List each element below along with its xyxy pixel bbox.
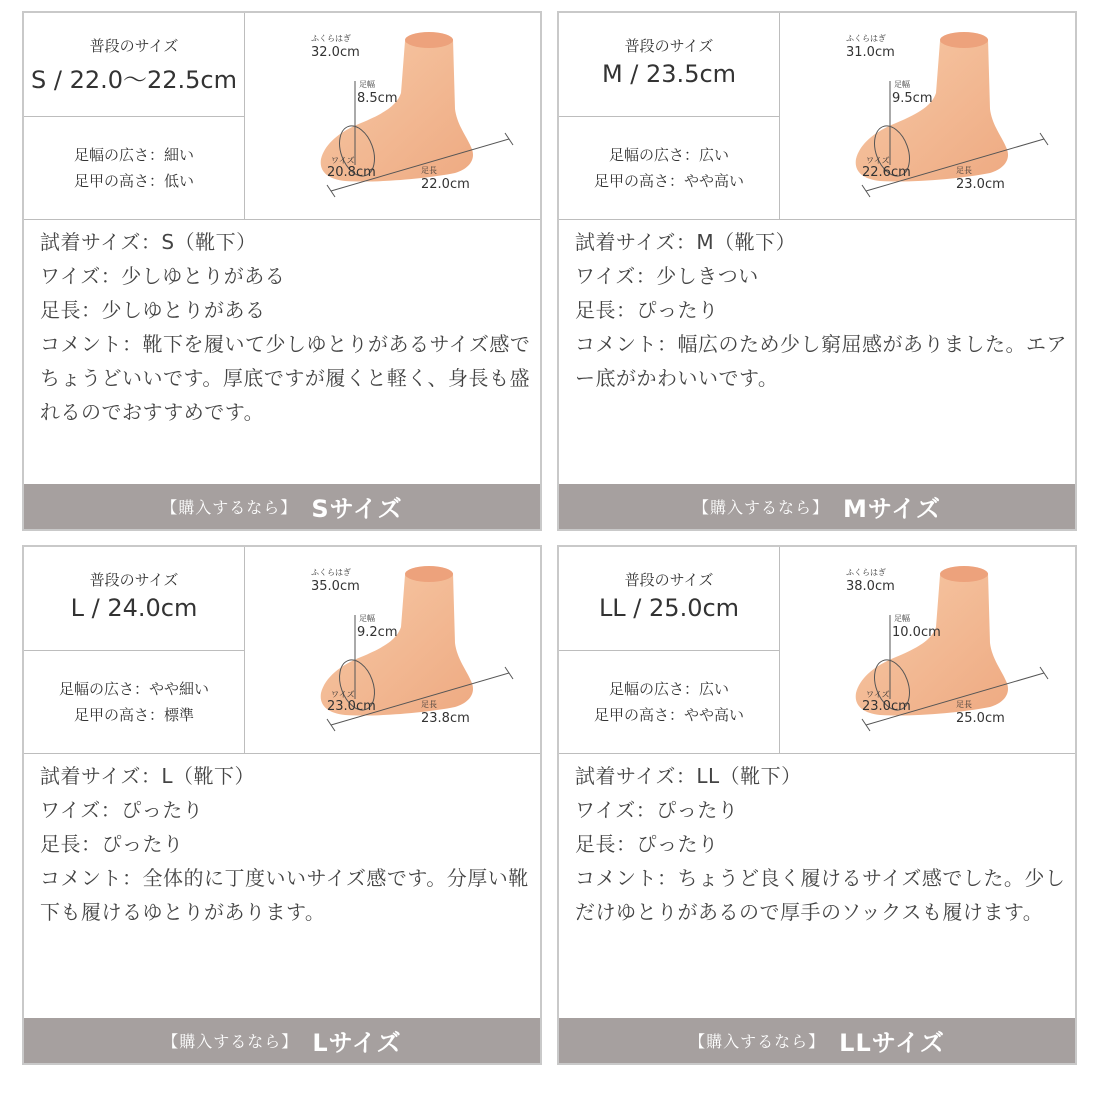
usual-size-cell [559, 547, 780, 651]
calf-label: ふくらはぎ [846, 34, 886, 43]
length-fit-line: 足長：少しゆとりがある [40, 298, 266, 322]
fitting-review [575, 759, 1067, 929]
recommended-size: LLサイズ [839, 1029, 945, 1057]
recommended-size-prefix: 【購入するなら】 [161, 498, 298, 517]
foot-length-value: 22.0cm [421, 177, 470, 192]
calf-label: ふくらはぎ [311, 34, 351, 43]
ball-width-label: 足幅 [894, 80, 910, 89]
fitting-review [575, 225, 1067, 395]
usual-size-value: M / 23.5cm [601, 60, 737, 88]
foot-illustration [245, 13, 540, 219]
wise-label: ワイズ [331, 156, 355, 165]
size-review-card [22, 11, 542, 531]
ball-width-value: 8.5cm [357, 91, 398, 106]
review-comment: コメント：靴下を履いて少しゆとりがあるサイズ感でちょうどいいです。厚底ですが履くと軽く、身長も盛れるのでおすすめです。 [40, 332, 531, 424]
usual-size-cell [24, 547, 245, 651]
review-comment: コメント：全体的に丁度いいサイズ感です。分厚い靴下も履けるゆとりがあります。 [40, 866, 529, 924]
ankle-top [405, 32, 453, 48]
foot-width-line: 足幅の広さ：広い [608, 146, 729, 164]
trial-size-line: 試着サイズ：M（靴下） [575, 230, 797, 254]
foot-length-label: 足長 [421, 700, 437, 709]
foot-attributes-cell [559, 651, 780, 753]
wise-fit-line: ワイズ：ぴったり [575, 798, 739, 822]
wise-value: 23.0cm [862, 699, 911, 714]
ankle-top [940, 566, 988, 582]
trial-size-line: 試着サイズ：LL（靴下） [575, 764, 802, 788]
ankle-top [940, 32, 988, 48]
section-divider [559, 753, 1075, 754]
foot-measurement-diagram [245, 13, 540, 219]
foot-measurement-diagram [780, 547, 1075, 753]
recommended-size-prefix: 【購入するなら】 [693, 498, 830, 517]
usual-size-label: 普段のサイズ [624, 37, 714, 55]
wise-label: ワイズ [866, 156, 890, 165]
size-review-card [22, 545, 542, 1065]
review-comment: コメント：幅広のため少し窮屈感がありました。エアー底がかわいいです。 [575, 332, 1067, 390]
foot-length-value: 23.8cm [421, 711, 470, 726]
calf-value: 32.0cm [311, 45, 360, 60]
fitting-review [40, 759, 532, 929]
calf-value: 35.0cm [311, 579, 360, 594]
wise-value: 20.8cm [327, 165, 376, 180]
size-review-card [557, 545, 1077, 1065]
recommended-size-bar [559, 484, 1075, 529]
wise-fit-line: ワイズ：少しゆとりがある [40, 264, 286, 288]
usual-size-cell [24, 13, 245, 117]
calf-label: ふくらはぎ [311, 568, 351, 577]
foot-width-line: 足幅の広さ：細い [73, 146, 194, 164]
trial-size-line: 試着サイズ：S（靴下） [40, 230, 257, 254]
recommended-size: Lサイズ [312, 1029, 402, 1057]
section-divider [559, 219, 1075, 220]
recommended-size-prefix: 【購入するなら】 [162, 1032, 299, 1051]
wise-label: ワイズ [866, 690, 890, 699]
recommended-size: Sサイズ [311, 495, 403, 523]
trial-size-line: 試着サイズ：L（靴下） [40, 764, 256, 788]
foot-length-value: 25.0cm [956, 711, 1005, 726]
length-fit-line: 足長：ぴったり [40, 832, 184, 856]
ankle-top [405, 566, 453, 582]
ball-width-value: 9.5cm [892, 91, 933, 106]
usual-size-label: 普段のサイズ [624, 571, 714, 589]
recommended-size-bar [559, 1018, 1075, 1063]
fitting-review [40, 225, 532, 429]
calf-value: 31.0cm [846, 45, 895, 60]
usual-size-value: S / 22.0〜22.5cm [30, 66, 238, 94]
recommended-size-prefix: 【購入するなら】 [689, 1032, 826, 1051]
foot-length-value: 23.0cm [956, 177, 1005, 192]
foot-illustration [245, 547, 540, 753]
foot-width-line: 足幅の広さ：広い [608, 680, 729, 698]
wise-fit-line: ワイズ：ぴったり [40, 798, 204, 822]
section-divider [24, 219, 540, 220]
foot-attributes-cell [559, 117, 780, 219]
length-fit-line: 足長：ぴったり [575, 298, 719, 322]
foot-illustration [780, 547, 1075, 753]
length-fit-line: 足長：ぴったり [575, 832, 719, 856]
foot-measurement-diagram [780, 13, 1075, 219]
wise-label: ワイズ [331, 690, 355, 699]
foot-attributes-cell [24, 117, 245, 219]
usual-size-value: LL / 25.0cm [598, 594, 740, 622]
usual-size-label: 普段のサイズ [89, 37, 179, 55]
instep-height-line: 足甲の高さ：やや高い [593, 172, 744, 190]
recommended-size-bar [24, 1018, 540, 1063]
recommended-size: Mサイズ [843, 495, 941, 523]
usual-size-value: L / 24.0cm [70, 594, 198, 622]
foot-illustration [780, 13, 1075, 219]
foot-length-label: 足長 [956, 700, 972, 709]
instep-height-line: 足甲の高さ：低い [73, 172, 194, 190]
usual-size-cell [559, 13, 780, 117]
wise-fit-line: ワイズ：少しきつい [575, 264, 759, 288]
size-review-card [557, 11, 1077, 531]
wise-value: 22.6cm [862, 165, 911, 180]
usual-size-label: 普段のサイズ [89, 571, 179, 589]
foot-measurement-diagram [245, 547, 540, 753]
ball-width-label: 足幅 [359, 614, 375, 623]
ball-width-label: 足幅 [359, 80, 375, 89]
instep-height-line: 足甲の高さ：標準 [73, 706, 194, 724]
ball-width-label: 足幅 [894, 614, 910, 623]
calf-label: ふくらはぎ [846, 568, 886, 577]
ball-width-value: 10.0cm [892, 625, 941, 640]
foot-width-line: 足幅の広さ：やや細い [58, 680, 209, 698]
wise-value: 23.0cm [327, 699, 376, 714]
foot-length-label: 足長 [421, 166, 437, 175]
ball-width-value: 9.2cm [357, 625, 398, 640]
foot-length-label: 足長 [956, 166, 972, 175]
instep-height-line: 足甲の高さ：やや高い [593, 706, 744, 724]
calf-value: 38.0cm [846, 579, 895, 594]
section-divider [24, 753, 540, 754]
recommended-size-bar [24, 484, 540, 529]
foot-attributes-cell [24, 651, 245, 753]
review-comment: コメント：ちょうど良く履けるサイズ感でした。少しだけゆとりがあるので厚手のソックスも履けます。 [575, 866, 1066, 924]
